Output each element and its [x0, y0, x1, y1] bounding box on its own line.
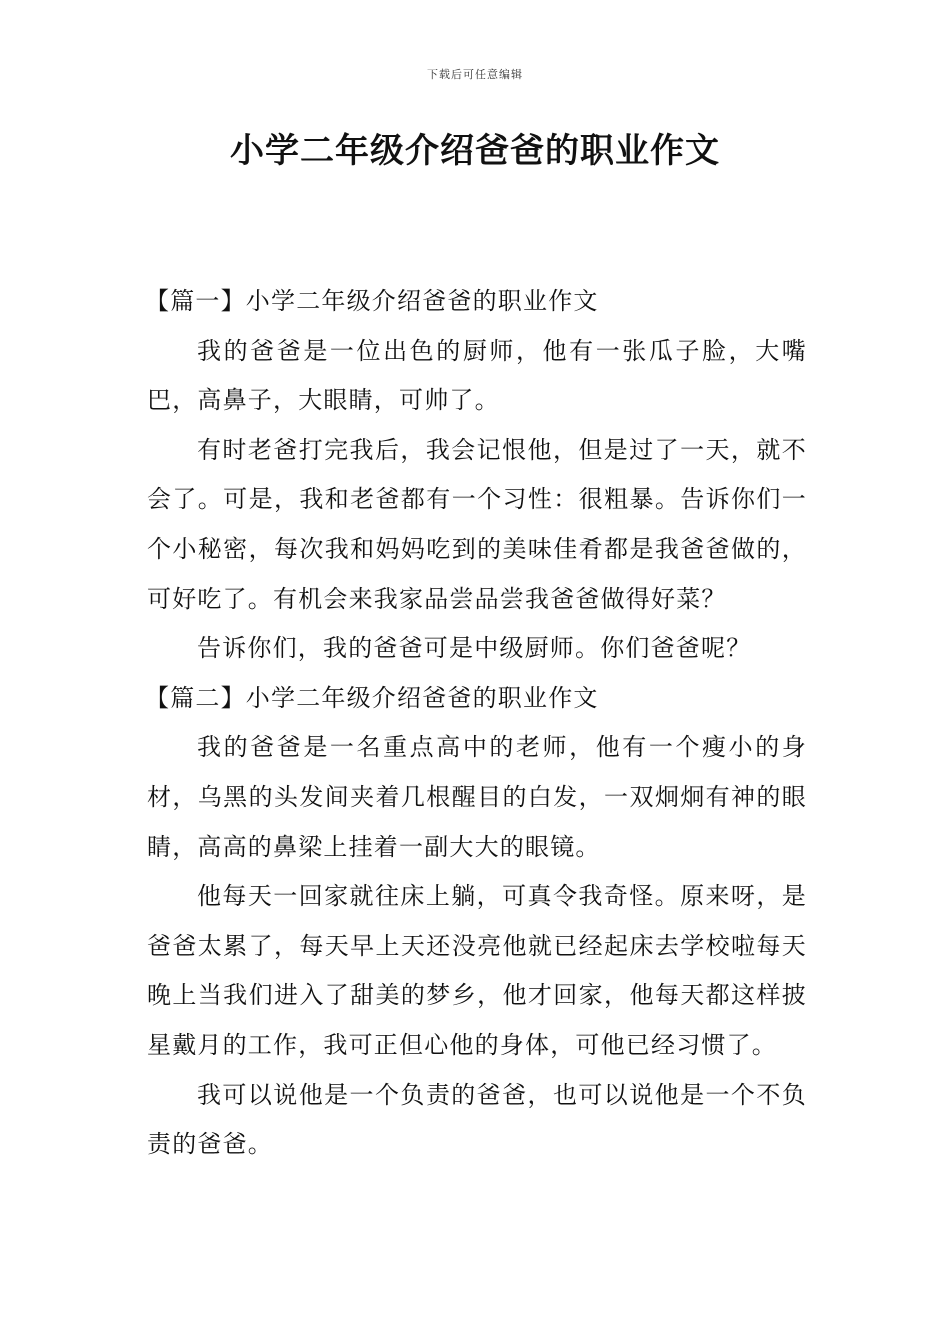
paragraph: 他每天一回家就往床上躺，可真令我奇怪。原来呀，是爸爸太累了，每天早上天还没亮他就已经起床去学校啦每天晚上当我们进入了甜美的梦乡，他才回家，他每天都这样披星戴月的工作，我可正但心他的身体，可他已经习惯了。: [147, 882, 807, 1059]
header-note: 下载后可任意编辑: [427, 68, 523, 81]
section-heading: 【篇一】小学二年级介绍爸爸的职业作文: [145, 287, 599, 315]
paragraph: 有时老爸打完我后，我会记恨他，但是过了一天，就不会了。可是，我和老爸都有一个习性：很粗暴。告诉你们一个小秘密，每次我和妈妈吃到的美味佳肴都是我爸爸做的，可好吃了。有机会来我家品尝品尝我爸爸做得好菜？: [147, 435, 807, 613]
paragraph: 我的爸爸是一位出色的厨师，他有一张瓜子脸，大嘴巴，高鼻子，大眼睛，可帅了。: [147, 336, 807, 415]
paragraph: 我可以说他是一个负责的爸爸，也可以说他是一个不负责的爸爸。: [147, 1080, 807, 1159]
section-one: [147, 277, 807, 674]
document-body: [147, 277, 807, 1170]
section-heading: 【篇二】小学二年级介绍爸爸的职业作文: [145, 683, 599, 712]
paragraph: 告诉你们，我的爸爸可是中级厨师。你们爸爸呢？: [197, 634, 752, 663]
section-two: [147, 674, 807, 1170]
paragraph: 我的爸爸是一名重点高中的老师，他有一个瘦小的身材，乌黑的头发间夹着几根醒目的白发，一双炯炯有神的眼睛，高高的鼻梁上挂着一副大大的眼镜。: [147, 733, 807, 861]
document-title: 小学二年级介绍爸爸的职业作文: [230, 131, 720, 171]
